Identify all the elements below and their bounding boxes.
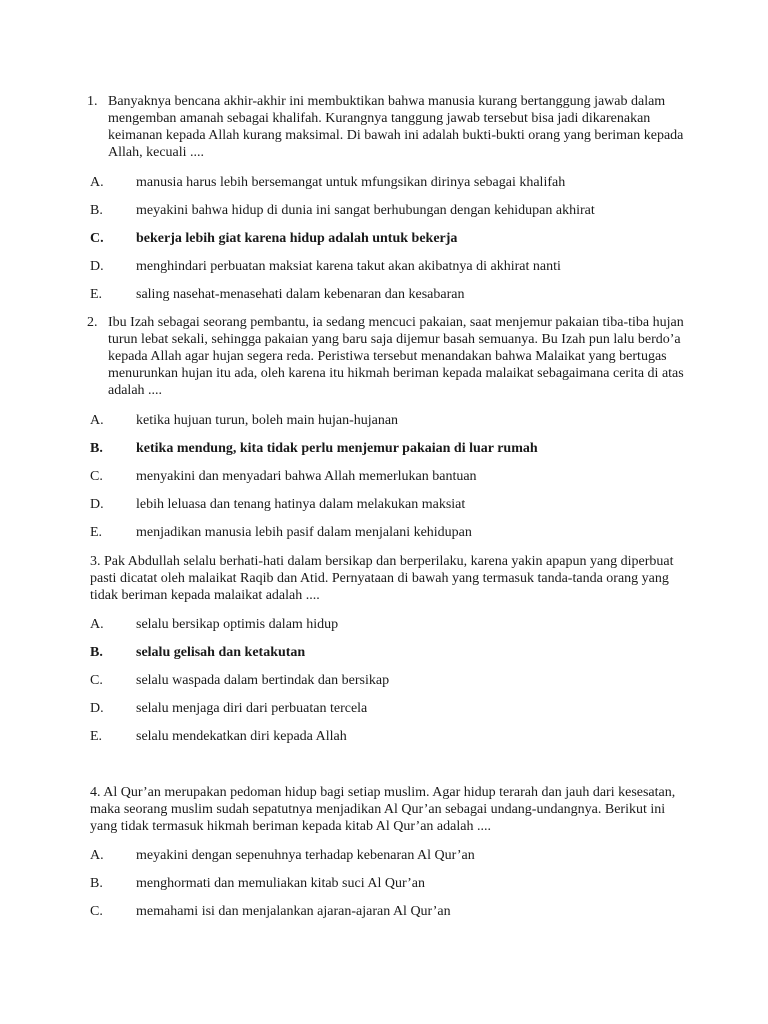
question-3-option-d-text: selalu menjaga diri dari perbuatan tercela: [136, 701, 368, 716]
question-4-option-b-text: menghormati dan memuliakan kitab suci Al Qur’an: [136, 876, 426, 891]
question-1-text-line: keimanan kepada Allah kurang maksimal. Di bawah ini adalah bukti-bukti orang yang beriman kepada: [108, 128, 684, 143]
question-2-text-line: menurunkan hujan itu ada, oleh karena itu hikmah beriman kepada malaikat sebagaimana cerita di atas: [108, 366, 684, 381]
question-2-option-b-text: ketika mendung, kita tidak perlu menjemur pakaian di luar rumah: [136, 441, 538, 456]
question-4-option-a-letter: A.: [90, 848, 104, 863]
question-4-option-c-text: memahami isi dan menjalankan ajaran-ajaran Al Qur’an: [136, 904, 451, 919]
question-1-text-line: Banyaknya bencana akhir-akhir ini membuktikan bahwa manusia kurang bertanggung jawab dalam: [108, 94, 666, 109]
question-1-option-d-letter: D.: [90, 259, 104, 274]
question-2-number: 2.: [87, 315, 98, 330]
question-3-option-a-text: selalu bersikap optimis dalam hidup: [136, 617, 339, 632]
question-1-option-e-text: saling nasehat-menasehati dalam kebenaran dan kesabaran: [136, 287, 465, 302]
question-2-option-a-letter: A.: [90, 413, 104, 428]
question-1-option-d-text: menghindari perbuatan maksiat karena takut akan akibatnya di akhirat nanti: [136, 259, 561, 274]
question-1-option-a-letter: A.: [90, 175, 104, 190]
question-4-option-c-letter: C.: [90, 904, 103, 919]
question-3-option-e-letter: E.: [90, 729, 103, 744]
question-1-option-c-text: bekerja lebih giat karena hidup adalah untuk bekerja: [136, 231, 458, 246]
question-3-text-line: pasti dicatat oleh malaikat Raqib dan Atid. Pernyataan di bawah yang termasuk tanda-tanda orang yang: [90, 571, 669, 586]
question-4-option-b-letter: B.: [90, 876, 103, 891]
question-2-option-e-letter: E.: [90, 525, 103, 540]
question-1-option-b-text: meyakini bahwa hidup di dunia ini sangat berhubungan dengan kehidupan akhirat: [136, 203, 595, 218]
question-2-text-line: kepada Allah agar hujan segera reda. Peristiwa tersebut menandakan bahwa Malaikat yang bertugas: [108, 349, 667, 364]
question-4-text-line: maka seorang muslim sudah sepatutnya menjadikan Al Qur’an sebagai undang-undangnya. Berikut ini: [90, 802, 666, 817]
question-3-option-e-text: selalu mendekatkan diri kepada Allah: [136, 729, 347, 744]
question-1-option-b-letter: B.: [90, 203, 103, 218]
question-1-text-line: mengemban amanah sebagai khalifah. Kurangnya tanggung jawab tersebut bisa jadi dikarenakan: [108, 111, 651, 126]
question-4-text-line: 4. Al Qur’an merupakan pedoman hidup bagi setiap muslim. Agar hidup terarah dan jauh dari kesesatan,: [90, 785, 676, 800]
question-2-option-a-text: ketika hujuan turun, boleh main hujan-hujanan: [136, 413, 399, 428]
question-2-text-line: Ibu Izah sebagai seorang pembantu, ia sedang mencuci pakaian, saat menjemur pakaian tiba-tiba hujan: [108, 315, 684, 330]
question-1-option-a-text: manusia harus lebih bersemangat untuk mfungsikan dirinya sebagai khalifah: [136, 175, 566, 190]
question-3-text-line: tidak beriman kepada malaikat adalah ....: [90, 588, 320, 603]
question-1-option-e-letter: E.: [90, 287, 103, 302]
question-1-text-line: Allah, kecuali ....: [108, 145, 205, 160]
question-2-option-d-letter: D.: [90, 497, 104, 512]
question-1-number: 1.: [87, 94, 98, 109]
question-3-text-line: 3. Pak Abdullah selalu berhati-hati dalam bersikap dan berperilaku, karena yakin apapun yang diperbuat: [90, 554, 674, 569]
question-2-text-line: turun lebat sekali, sehingga pakaian yang baru saja dijemur basah semuanya. Bu Izah pun lalu berdo’a: [108, 332, 681, 347]
question-2-text-line: adalah ....: [108, 383, 163, 398]
question-2-option-c-text: menyakini dan menyadari bahwa Allah memerlukan bantuan: [136, 469, 477, 484]
question-3-option-d-letter: D.: [90, 701, 104, 716]
question-2-option-b-letter: B.: [90, 441, 103, 456]
question-2-option-e-text: menjadikan manusia lebih pasif dalam menjalani kehidupan: [136, 525, 472, 540]
question-2-option-d-text: lebih leluasa dan tenang hatinya dalam melakukan maksiat: [136, 497, 466, 512]
question-2-option-c-letter: C.: [90, 469, 103, 484]
question-3-option-a-letter: A.: [90, 617, 104, 632]
question-3-option-b-letter: B.: [90, 645, 103, 660]
question-1-option-c-letter: C.: [90, 231, 104, 246]
question-3-option-c-letter: C.: [90, 673, 103, 688]
question-4-option-a-text: meyakini dengan sepenuhnya terhadap kebenaran Al Qur’an: [136, 848, 475, 863]
question-3-option-b-text: selalu gelisah dan ketakutan: [136, 645, 306, 660]
question-3-option-c-text: selalu waspada dalam bertindak dan bersikap: [136, 673, 390, 688]
question-4-text-line: yang tidak termasuk hikmah beriman kepada kitab Al Qur’an adalah ....: [90, 819, 491, 834]
